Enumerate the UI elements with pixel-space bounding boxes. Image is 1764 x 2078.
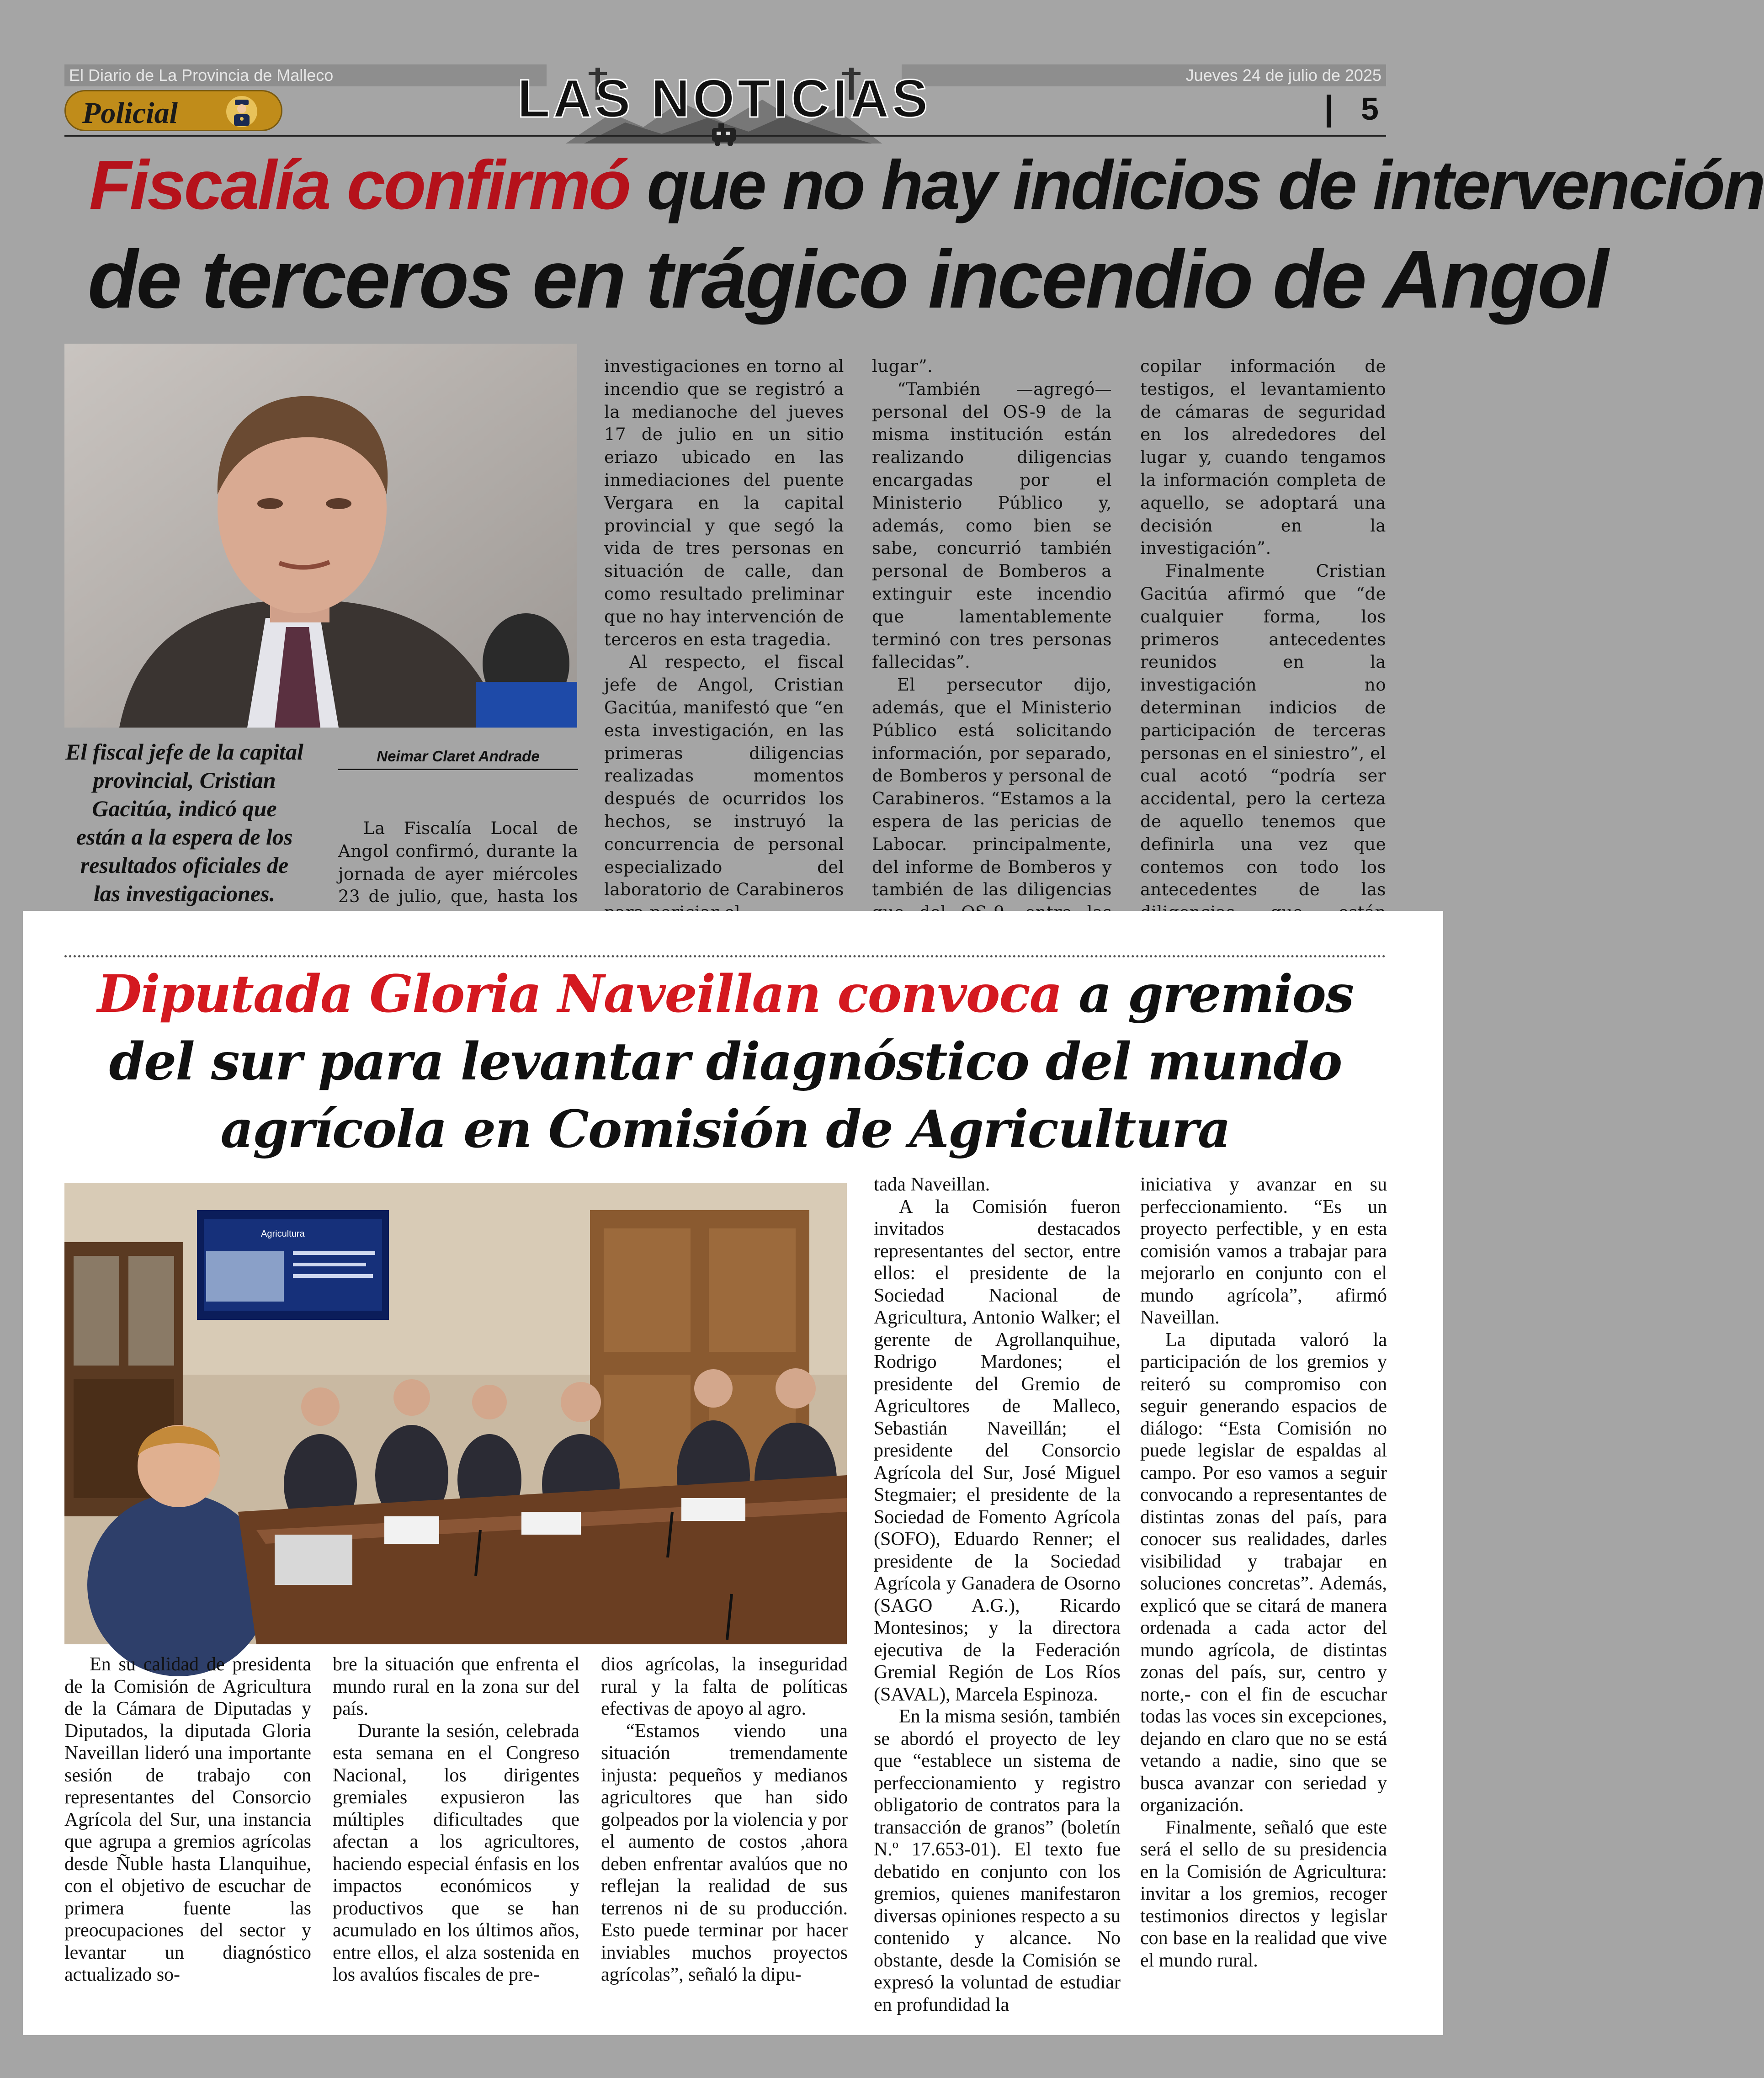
article1-headline-rest: que no hay indicios de intervención	[629, 146, 1764, 224]
section-badge	[64, 90, 282, 131]
paragraph: La diputada valoró la participación de los gremios y reiteró su compromiso con seguir generando espacios de diálogo: “Esta Comisión no puede legislar de espaldas al campo. Por eso vamos a seguir convocando a representantes de distintas zonas del país, para conocer sus realidades, darles visibilidad y trabajar en soluciones concretas”. Además, explicó que se citará de manera ordenada a cada actor del mundo agrícola, de distintas zonas del país, sur, centro y norte,- con el fin de escuchar todas las voces sin excepciones, dejando en claro que no se está vetando a nadie, sino que se busca avanzar con seriedad y organización.	[1140, 1329, 1387, 1816]
paragraph: tada Naveillan.	[874, 1174, 990, 1195]
paragraph: bre la situación que enfrenta el mundo rural en la zona sur del país.	[333, 1654, 579, 1719]
header-date: Jueves 24 de julio de 2025	[902, 64, 1386, 86]
paragraph: En su calidad de presidenta de la Comisión de Agricultura de la Cámara de Diputadas y Diputados, la diputada Gloria Naveillan lideró una importante sesión de trabajo con representantes del Consorcio Agrícola del Sur, una instancia que agrupa a gremios agrícolas desde Ñuble hasta Llanquihue, con el objetivo de escuchar de primera fuente las preocupaciones del sector y levantar un diagnóstico actualizado so-	[64, 1654, 311, 1985]
article1-headline-line1	[89, 145, 1764, 225]
paragraph: iniciativa y avanzar en su perfeccionamiento. “Es un proyecto perfectible, y en esta comisión vamos a trabajar para mejorarlo en conjunto con el mundo agrícola”, afirmó Naveillan.	[1140, 1174, 1387, 1328]
article2-headline-line3: agrícola en Comisión de Agricultura	[220, 1100, 1230, 1159]
page-number-separator	[1327, 95, 1331, 128]
masthead-logo	[517, 58, 931, 148]
paragraph: Durante la sesión, celebrada esta semana en el Congreso Nacional, los dirigentes gremiales expusieron las múltiples dificultades que afectan a los agricultores, haciendo especial énfasis en los impactos económicos y productivos que se han acumulado en los últimos años, entre ellos, el alza sostenida en los avalúos fiscales de pre-	[333, 1720, 579, 1985]
article2-column-2	[333, 1653, 579, 1986]
prosecutor-photo	[64, 344, 577, 728]
article1-column-3	[872, 355, 1112, 947]
paragraph: El persecutor dijo, además, que el Ministerio Público está solicitando información, por separado, de Bomberos y personal de Carabineros. “Estamos a la espera de las pericias de Labocar. principalmente, del informe de Bomberos y también de las diligencias	[872, 675, 1112, 900]
paragraph: copilar información de testigos, el levantamiento de cámaras de seguridad en los alrededores del lugar y, cuando tengamos la información completa de aquello, se adoptará una decisión en la investigación”.	[1140, 356, 1386, 558]
article2-headline-highlight: Diputada Gloria Naveillan convoca	[97, 964, 1062, 1024]
byline: Neimar Claret Andrade	[377, 748, 540, 765]
article1-headline-line2: de terceros en trágico incendio de Angol	[88, 234, 1607, 325]
paragraph: Al respecto, el fiscal jefe de Angol, Cristian Gacitúa, manifestó que “en esta investigación, en las primeras diligencias realizadas momentos después de ocurridos los hechos, se instruyó la concurrencia de personal especializado del laboratorio de Carabineros	[604, 652, 844, 900]
page-number: 5	[1361, 91, 1379, 127]
section-divider	[64, 955, 1386, 957]
header-rule	[64, 135, 1386, 137]
paragraph: Finalmente Cristian Gacitúa afirmó que “de cualquier forma, los primeros antecedentes reunidos en la investigación no determinan indicios de participación de terceras personas en el siniestro”, el cual acotó “podría ser accidental, pero la certeza de aquello tenemos que definirla una vez que contemos con todo los antecedentes de las	[1140, 561, 1386, 900]
article2-column-5	[1140, 1174, 1387, 1972]
paragraph: Finalmente, señaló que este será el sello de su presidencia en la Comisión de Agricultura: invitar a los gremios, recoger testimonios directos y legislar con base en la realidad que vive el mundo rural.	[1140, 1817, 1387, 1971]
police-officer-icon	[226, 95, 258, 128]
byline-rule	[338, 769, 578, 770]
section-label: Policial	[82, 96, 178, 130]
article2-headline-rest: a gremios	[1062, 964, 1354, 1024]
article2-column-1	[64, 1653, 311, 1986]
header-tagline: El Diario de La Provincia de Malleco	[64, 64, 547, 86]
article2-headline-line1	[64, 964, 1386, 1024]
photo-caption: El fiscal jefe de la capital provincial, Cristian Gacitúa, indicó que están a la espera de los resultados oficiales de las investigaciones.	[65, 739, 303, 906]
article2-column-3	[601, 1653, 848, 1986]
paragraph: “Estamos viendo una situación tremendamente injusta: pequeños y medianos agricultores que han sido golpeados por la violencia y por el aumento de costos ,ahora deben enfrentar avalúos que no reflejan la realidad de sus terrenos ni de su producción. Esto puede terminar por hacer inviables muchos proyectos agrícolas”, señaló la dipu-	[601, 1720, 848, 1985]
masthead-title: LAS NOTICIAS	[517, 69, 931, 129]
paragraph: lugar”.	[872, 356, 933, 376]
paragraph: dios agrícolas, la inseguridad rural y la falta de políticas efectivas de apoyo al agro.	[601, 1654, 848, 1719]
commission-session-photo	[64, 1183, 847, 1644]
article1-headline-highlight: Fiscalía confirmó	[89, 146, 630, 224]
article1-column-2	[604, 355, 844, 924]
article2-column-4	[874, 1174, 1121, 2016]
paragraph: A la Comisión fueron invitados destacados representantes del sector, entre ellos: el presidente de la Sociedad Nacional de Agricultura, Antonio Walker; el gerente de Agrollanquihue, Rodrigo Mardones; el presidente del Gremio de Agricultores de Malleco, Sebastián Naveillán; el presidente del Consorcio Agrícola del Sur, José Miguel Stegmaier; el presidente de la Sociedad de Fomento Agrícola (SOFO), Eduardo Renner; el presidente de la Sociedad Agrícola y Ganadera de Osorno (SAGO A.G.), Ricardo Montesinos; y la directora ejecutiva de la Federación Gremial Región de Los Ríos (SAVAL), Marcela Espinoza.	[874, 1196, 1121, 1705]
tv-screen-title: Agricultura	[261, 1229, 305, 1239]
paragraph: En la misma sesión, también se abordó el proyecto de ley que “establece un sistema de perfeccionamiento y registro obligatorio de contratos para la transacción de granos” (boletín N.º 17.653-01). El texto fue debatido en conjunto con los gremios, quienes manifestaron diversas opiniones respecto a su contenido y alcance. No obstante, desde la Comisión se expresó la voluntad de estudiar en profundidad la	[874, 1706, 1121, 2015]
paragraph: La Fiscalía Local de Angol confirmó, durante la jornada de ayer miércoles 23 de julio, que, hasta los	[338, 818, 578, 907]
article1-column-4	[1140, 355, 1386, 947]
paragraph: “También —agregó— personal del OS-9 de la misma institución están realizando diligencias encargadas por el Ministerio Público y, además, como bien se sabe, concurrió también personal de Bomberos a extinguir este incendio que lamentablemente terminó con tres personas fallecidas”.	[872, 379, 1112, 672]
article2-headline-line2: del sur para levantar diagnóstico del mundo	[109, 1032, 1342, 1092]
paragraph: investigaciones en torno al incendio que se registró a la medianoche del jueves 17 de julio en un sitio eriazo ubicado en las inmediaciones del puente Vergara en la capital provincial y que segó la vida de tres personas en situación de calle, dan como resultado preliminar que no hay intervención de terceros en esta tragedia.	[604, 356, 844, 649]
